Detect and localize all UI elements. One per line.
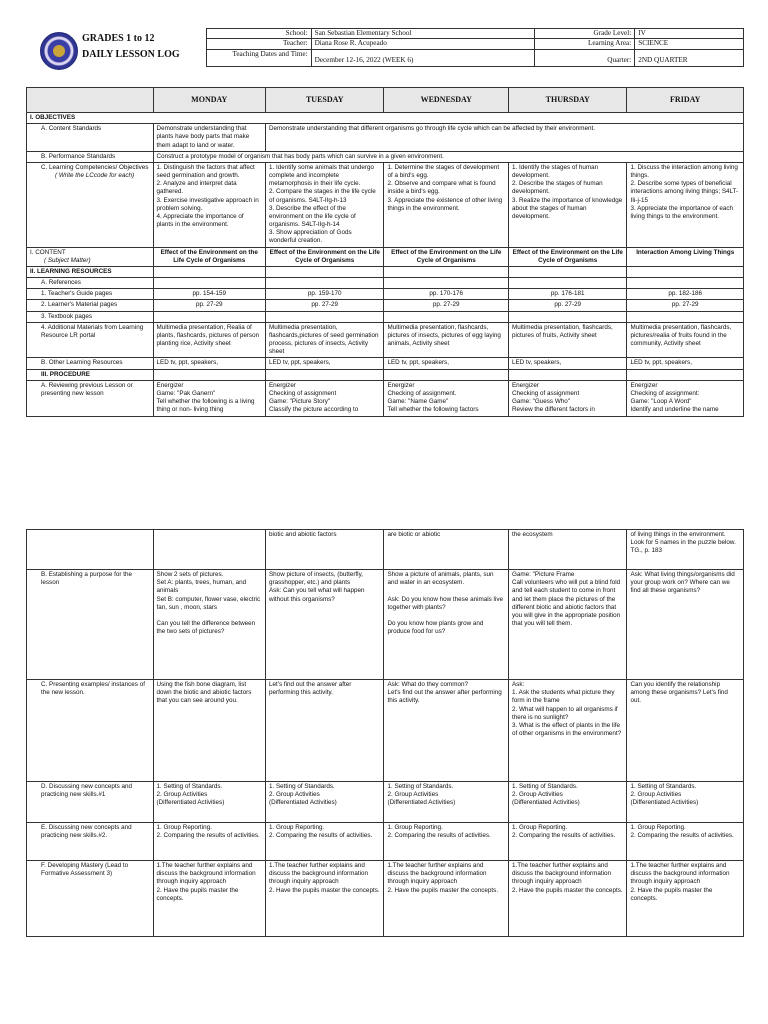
concepts-2-thu: 1. Group Reporting. 2. Comparing the results of activities. — [508, 823, 626, 861]
references-row — [27, 278, 744, 289]
competencies-label-cell — [27, 162, 154, 247]
reviewing-label: A. Reviewing previous Lesson or presenting new lesson — [27, 380, 154, 416]
content-wed: Effect of the Environment on the Life Cycle of Organisms — [384, 247, 509, 266]
competencies-thu: 1. Identify the stages of human development. 2. Describe the stages of human development. 3. Realize the importance of knowledge about the stages of human development. — [508, 162, 626, 247]
purpose-thu: Game: "Picture Frame Call volunteers who will put a blind fold and tell each student to come in front and let them place the pictures of the different biotic and abiotic factors that you will give in the appropriate position that you will tell them. — [508, 570, 626, 680]
textbook-pages-row — [27, 311, 744, 322]
deped-seal-icon — [40, 32, 78, 70]
corner-cell — [27, 88, 154, 113]
concepts-1-row — [27, 782, 744, 823]
empty-cell — [153, 369, 265, 380]
examples-mon: Using the fish bone diagram, list down the biotic and abiotic factors that you can see around you. — [153, 680, 265, 782]
empty-cell — [384, 311, 509, 322]
tg-wed: pp. 170-176 — [384, 289, 509, 300]
empty-cell — [627, 266, 744, 277]
competencies-mon: 1. Distinguish the factors that affect seed germination and growth. 2. Analyze and interpret data gathered. 3. Exercise investigative approach in problem solving. 4. Appreciate the importance of plants in the environment. — [153, 162, 265, 247]
lm-thu: pp. 27-29 — [508, 300, 626, 311]
purpose-row — [27, 570, 744, 680]
additional-thu: Multimedia presentation, flashcards, pictures of fruits, Activity sheet — [508, 322, 626, 358]
procedure-label: III. PROCEDURE — [27, 369, 154, 380]
concepts-1-tue: 1. Setting of Standards. 2. Group Activities (Differentiated Activities) — [265, 782, 383, 823]
empty-cell — [265, 278, 383, 289]
procedure-row — [27, 369, 744, 380]
mastery-row — [27, 861, 744, 937]
empty-cell — [153, 311, 265, 322]
content-note: ( Subject Matter) — [44, 256, 91, 264]
quarter-label: Quarter: — [534, 49, 635, 66]
empty-cell — [627, 278, 744, 289]
empty-cell — [508, 278, 626, 289]
empty-cell — [384, 369, 509, 380]
day-wednesday: WEDNESDAY — [384, 88, 509, 113]
concepts-2-row — [27, 823, 744, 861]
other-wed: LED tv, ppt, speakers, — [384, 358, 509, 369]
lesson-table-page-1 — [26, 87, 744, 417]
mastery-thu: 1.The teacher further explains and discuss the background information through inquiry approach 2. Have the pupils master the concepts. — [508, 861, 626, 937]
examples-label: C. Presenting examples/ instances of the new lesson. — [27, 680, 154, 782]
quarter-value: 2ND QUARTER — [635, 49, 744, 66]
day-thursday: THURSDAY — [508, 88, 626, 113]
concepts-2-label: E. Discussing new concepts and practicing new skills.#2. — [27, 823, 154, 861]
concepts-1-label: D. Discussing new concepts and practicing new skills.#1 — [27, 782, 154, 823]
reviewing-tue: Energizer Checking of assignment Game: "Picture Story" Classify the picture according to — [265, 380, 383, 416]
empty-cell — [265, 311, 383, 322]
lm-tue: pp. 27-29 — [265, 300, 383, 311]
tg-mon: pp. 154-159 — [153, 289, 265, 300]
reviewing-cont-wed: are biotic or abiotic — [384, 530, 509, 570]
examples-row — [27, 680, 744, 782]
textbook-pages-label: 3. Textbook pages — [27, 311, 154, 322]
mastery-wed: 1.The teacher further explains and discuss the background information through inquiry approach 2. Have the pupils master the concepts. — [384, 861, 509, 937]
objectives-label: I. OBJECTIVES — [27, 113, 744, 124]
mastery-tue: 1.The teacher further explains and discuss the background information through inquiry approach 2. Have the pupils master the concepts. — [265, 861, 383, 937]
additional-mon: Multimedia presentation, Realia of plants, flashcards, pictures of person planting rice, Activity sheet — [153, 322, 265, 358]
empty-cell — [508, 311, 626, 322]
tg-pages-label: 1. Teacher's Guide pages — [27, 289, 154, 300]
title-line-2: DAILY LESSON LOG — [82, 49, 180, 60]
reviewing-thu: Energizer Checking of assignment Game: "Guess Who" Review the different factors in — [508, 380, 626, 416]
empty-cell — [627, 311, 744, 322]
document-title — [82, 31, 180, 63]
competencies-label: C. Learning Competencies/ Objectives — [41, 163, 149, 171]
purpose-tue: Show picture of insects, (butterfly, grasshopper, etc.) and plants Ask: Can you tell what will happen without this organisms? — [265, 570, 383, 680]
lm-mon: pp. 27-29 — [153, 300, 265, 311]
other-fri: LED tv, ppt, speakers, — [627, 358, 744, 369]
other-resources-label: B. Other Learning Resources — [27, 358, 154, 369]
additional-fri: Multimedia presentation, flashcards, pictures/realia of fruits found in the community, Activity sheet — [627, 322, 744, 358]
references-label: A. References — [27, 278, 154, 289]
dates-value: December 12-16, 2022 (WEEK 6) — [311, 49, 534, 66]
content-standards-row — [27, 124, 744, 152]
examples-fri: Can you identify the relationship among these organisms? Let's find out. — [627, 680, 744, 782]
school-label: School: — [207, 29, 312, 39]
concepts-1-wed: 1. Setting of Standards. 2. Group Activities (Differentiated Activities) — [384, 782, 509, 823]
resources-row — [27, 266, 744, 277]
empty-cell — [153, 266, 265, 277]
performance-standards-label: B. Performance Standards — [27, 151, 154, 162]
tg-thu: pp. 176-181 — [508, 289, 626, 300]
empty-cell — [265, 369, 383, 380]
mastery-mon: 1.The teacher further explains and discuss the background information through inquiry approach 2. Have the pupils master the concepts. — [153, 861, 265, 937]
other-resources-row — [27, 358, 744, 369]
tg-pages-row — [27, 289, 744, 300]
competencies-fri: 1. Discuss the interaction among living things. 2. Describe some types of beneficial interactions among living things; S4LT-IIi-j-15 3. Appreciate the importance of each living things to the environment. — [627, 162, 744, 247]
purpose-fri: Ask: What living things/organisms did your group work on? Where can we find all these organisms? — [627, 570, 744, 680]
performance-standards-value: Construct a prototype model of organism that has body parts which can survive in a given environment. — [153, 151, 743, 162]
examples-tue: Let's find out the answer after performing this activity. — [265, 680, 383, 782]
content-standards-rest: Demonstrate understanding that different organisms go through life cycle which can be affected by their environment. — [265, 124, 743, 152]
empty-cell — [384, 278, 509, 289]
reviewing-fri: Energizer Checking of assignment: Game: "Loop A Word" Identify and underline the name — [627, 380, 744, 416]
empty-cell — [627, 369, 744, 380]
concepts-2-wed: 1. Group Reporting. 2. Comparing the results of activities. — [384, 823, 509, 861]
lm-fri: pp. 27-29 — [627, 300, 744, 311]
content-fri: Interaction Among Living Things — [627, 247, 744, 266]
other-tue: LED tv, ppt, speakers, — [265, 358, 383, 369]
area-value: SCIENCE — [635, 39, 744, 49]
grade-label: Grade Level: — [534, 29, 635, 39]
empty-cell — [265, 266, 383, 277]
content-label: I. CONTENT — [30, 248, 66, 256]
content-row — [27, 247, 744, 266]
objectives-row — [27, 113, 744, 124]
reviewing-cont-fri: of living things in the environment. Look for 5 names in the puzzle below. TG., p. 183 — [627, 530, 744, 570]
concepts-1-thu: 1. Setting of Standards. 2. Group Activities (Differentiated Activities) — [508, 782, 626, 823]
resources-label: II. LEARNING RESOURCES — [27, 266, 154, 277]
lm-wed: pp. 27-29 — [384, 300, 509, 311]
reviewing-cont-tue: biotic and abiotic factors — [265, 530, 383, 570]
empty-cell — [384, 266, 509, 277]
header-info-table — [206, 28, 744, 67]
mastery-label: F. Developing Mastery (Lead to Formative Assessment 3) — [27, 861, 154, 937]
school-value: San Sebastian Elementary School — [311, 29, 534, 39]
content-thu: Effect of the Environment on the Life Cycle of Organisms — [508, 247, 626, 266]
other-mon: LED tv, ppt, speakers, — [153, 358, 265, 369]
header — [26, 28, 744, 72]
tg-fri: pp. 182-186 — [627, 289, 744, 300]
lm-pages-row — [27, 300, 744, 311]
competencies-row — [27, 162, 744, 247]
reviewing-mon: Energizer Game: "Pak Ganern" Tell whether the following is a living thing or non- living thing — [153, 380, 265, 416]
examples-thu: Ask: 1. Ask the students what picture they form in the frame 2. What will happen to all organisms if there is no sunlight? 3. What is the effect of plants in the life of other organisms in the environment? — [508, 680, 626, 782]
performance-standards-row — [27, 151, 744, 162]
title-line-1: GRADES 1 to 12 — [82, 33, 155, 44]
empty-cell — [508, 369, 626, 380]
competencies-wed: 1. Determine the stages of development of a bird's egg. 2. Observe and compare what is found inside a bird's egg. 3. Appreciate the existence of other living things in the environment. — [384, 162, 509, 247]
day-friday: FRIDAY — [627, 88, 744, 113]
additional-wed: Multimedia presentation, flashcards, pictures of insects, pictures of egg laying animals, Activity sheet — [384, 322, 509, 358]
teacher-label: Teacher: — [207, 39, 312, 49]
content-label-cell — [27, 247, 154, 266]
grade-value: IV — [635, 29, 744, 39]
concepts-1-mon: 1. Setting of Standards. 2. Group Activities (Differentiated Activities) — [153, 782, 265, 823]
additional-materials-row — [27, 322, 744, 358]
content-standards-label: A. Content Standards — [27, 124, 154, 152]
content-tue: Effect of the Environment on the Life Cycle of Organisms — [265, 247, 383, 266]
lesson-table-page-2 — [26, 529, 744, 937]
day-tuesday: TUESDAY — [265, 88, 383, 113]
additional-tue: Multimedia presentation, flashcards,pictures of seed germination process, pictures of insects, Activity sheet — [265, 322, 383, 358]
teacher-value: Diana Rose R. Acupeado — [311, 39, 534, 49]
reviewing-wed: Energizer Checking of assignment. Game: "Name Game" Tell whether the following factors — [384, 380, 509, 416]
additional-materials-label: 4. Additional Materials from Learning Resource LR portal — [27, 322, 154, 358]
reviewing-cont-thu: the ecosystem — [508, 530, 626, 570]
concepts-2-tue: 1. Group Reporting. 2. Comparing the results of activities. — [265, 823, 383, 861]
mastery-fri: 1.The teacher further explains and discuss the background information through inquiry approach 2. Have the pupils master the concepts. — [627, 861, 744, 937]
purpose-mon: Show 2 sets of pictures. Set A: plants, trees, human, and animals Set B: computer, flower vase, electric fan, sun , moon, stars Can you tell the difference between the two sets of pictures? — [153, 570, 265, 680]
day-header-row — [27, 88, 744, 113]
dates-label: Teaching Dates and Time: — [207, 49, 312, 66]
examples-wed: Ask: What do they common? Let's find out the answer after performing this activity. — [384, 680, 509, 782]
content-standards-mon: Demonstrate understanding that plants have body parts that make them adapt to land or water. — [153, 124, 265, 152]
concepts-1-fri: 1. Setting of Standards. 2. Group Activities (Differentiated Activities) — [627, 782, 744, 823]
reviewing-cont-mon — [153, 530, 265, 570]
empty-cell — [508, 266, 626, 277]
area-label: Learning Area: — [534, 39, 635, 49]
purpose-label: B. Establishing a purpose for the lesson — [27, 570, 154, 680]
day-monday: MONDAY — [153, 88, 265, 113]
concepts-2-fri: 1. Group Reporting. 2. Comparing the results of activities. — [627, 823, 744, 861]
tg-tue: pp. 159-170 — [265, 289, 383, 300]
reviewing-continued-row — [27, 530, 744, 570]
reviewing-row — [27, 380, 744, 416]
competencies-note: ( Write the LCcode for each) — [55, 172, 135, 180]
competencies-tue: 1. Identify some animals that undergo complete and incomplete metamorphosis in their life cycle. 2. Compare the stages in the life cycle of organisms. S4LT-IIg-h-13 3. Describe the effect of the environment on the life cycle of organisms. S4LT-IIg-h-14 3. Show appreciation of Gods wonderful creation. — [265, 162, 383, 247]
empty-cell — [153, 278, 265, 289]
concepts-2-mon: 1. Group Reporting. 2. Comparing the results of activities. — [153, 823, 265, 861]
purpose-wed: Show a picture of animals, plants, sun and water in an ecosystem. Ask: Do you know how these animals live together with plants? Do you know how plants grow and produce food for us? — [384, 570, 509, 680]
other-thu: LED tv, speakers, — [508, 358, 626, 369]
empty-cell — [27, 530, 154, 570]
content-mon: Effect of the Environment on the Life Cycle of Organisms — [153, 247, 265, 266]
lm-pages-label: 2. Learner's Material pages — [27, 300, 154, 311]
